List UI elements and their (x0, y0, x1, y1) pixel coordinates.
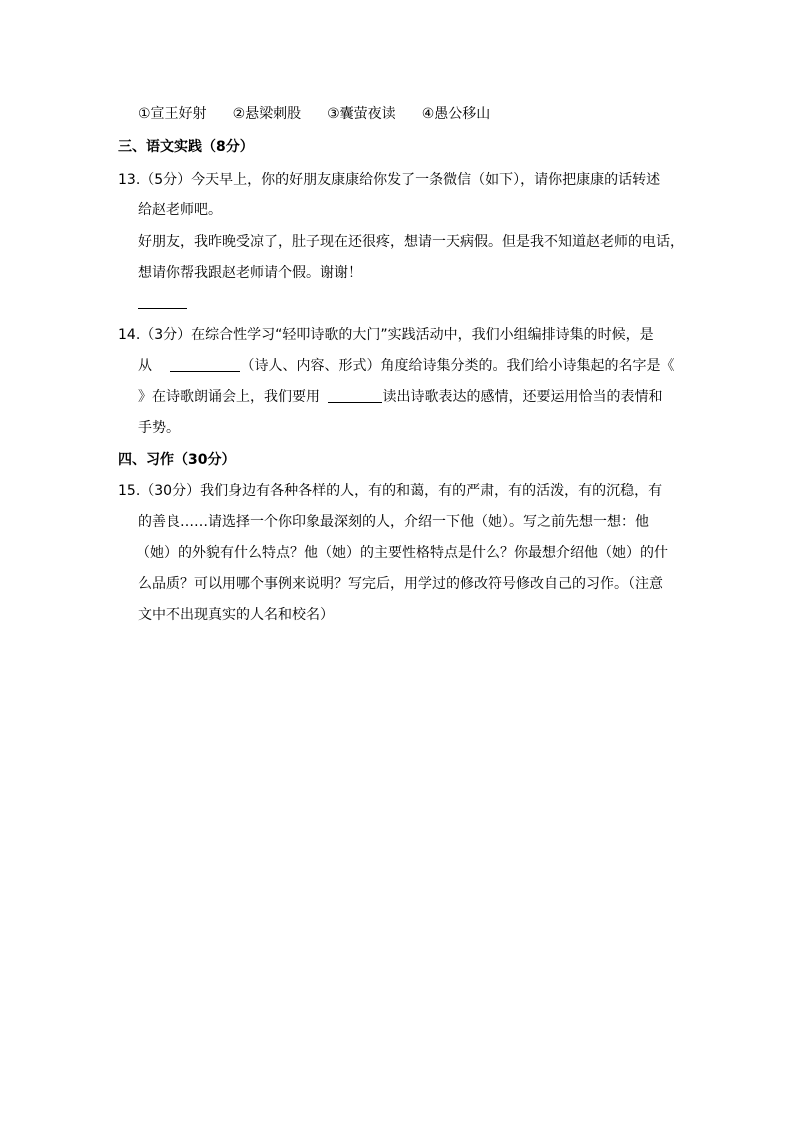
question-14-blank-1[interactable] (170, 357, 240, 372)
section-3-heading: 三、语文实践（8分） (118, 139, 254, 155)
question-14-line-4: 手势。 (138, 420, 180, 436)
question-13-quote-line-1: 好朋友，我昨晚受凉了，肚子现在还很疼，想请一天病假。但是我不知道赵老师的电话， (138, 234, 684, 250)
question-14-line-1: 14.（3分）在综合性学习“轻叩诗歌的大门”实践活动中，我们小组编排诗集的时候，是 (118, 327, 654, 343)
question-13-line-2: 给赵老师吧。 (138, 202, 222, 218)
option-3: ③囊萤夜读 (327, 106, 396, 122)
question-14-blank-2[interactable] (328, 388, 382, 403)
question-15-line-2: 的善良……请选择一个你印象最深刻的人，介绍一下他（她）。写之前先想一想：他 (138, 514, 649, 530)
question-15-line-4: 么品质？可以用哪个事例来说明？写完后，用学过的修改符号修改自己的习作。（注意 (138, 576, 663, 592)
question-15-line-5: 文中不出现真实的人名和校名） (138, 607, 334, 623)
question-13-answer-blank[interactable] (138, 293, 187, 313)
question-14-line-3-text-b: 读出诗歌表达的感情，还要运用恰当的表情和 (382, 389, 663, 405)
option-4: ④愚公移山 (421, 106, 491, 122)
question-14-line-3-text-a: 》在诗歌朗诵会上，我们要用 (138, 389, 320, 405)
question-14-from-text: 从 (138, 358, 152, 374)
question-14-line-2-text: （诗人、内容、形式）角度给诗集分类的。我们给小诗集起的名字是《 (240, 358, 675, 374)
option-2: ②悬梁刺股 (232, 106, 302, 122)
question-14-line-3 (138, 387, 662, 407)
question-13-line-1: 13.（5分）今天早上，你的好朋友康康给你发了一条微信（如下），请你把康康的话转述 (118, 172, 661, 188)
question-14-line-2 (138, 356, 674, 376)
section-4-heading: 四、习作（30分） (118, 452, 236, 468)
question-13-quote-line-2: 想请你帮我跟赵老师请个假。谢谢！ (138, 265, 362, 281)
question-15-line-3: （她）的外貌有什么特点？他（她）的主要性格特点是什么？你最想介绍他（她）的什 (136, 545, 668, 561)
question-15-line-1: 15.（30分）我们身边有各种各样的人，有的和蔼，有的严肃，有的活泼，有的沉稳，有 (118, 483, 663, 499)
answer-options (138, 104, 516, 124)
option-1: ①宣王好射 (138, 106, 207, 122)
